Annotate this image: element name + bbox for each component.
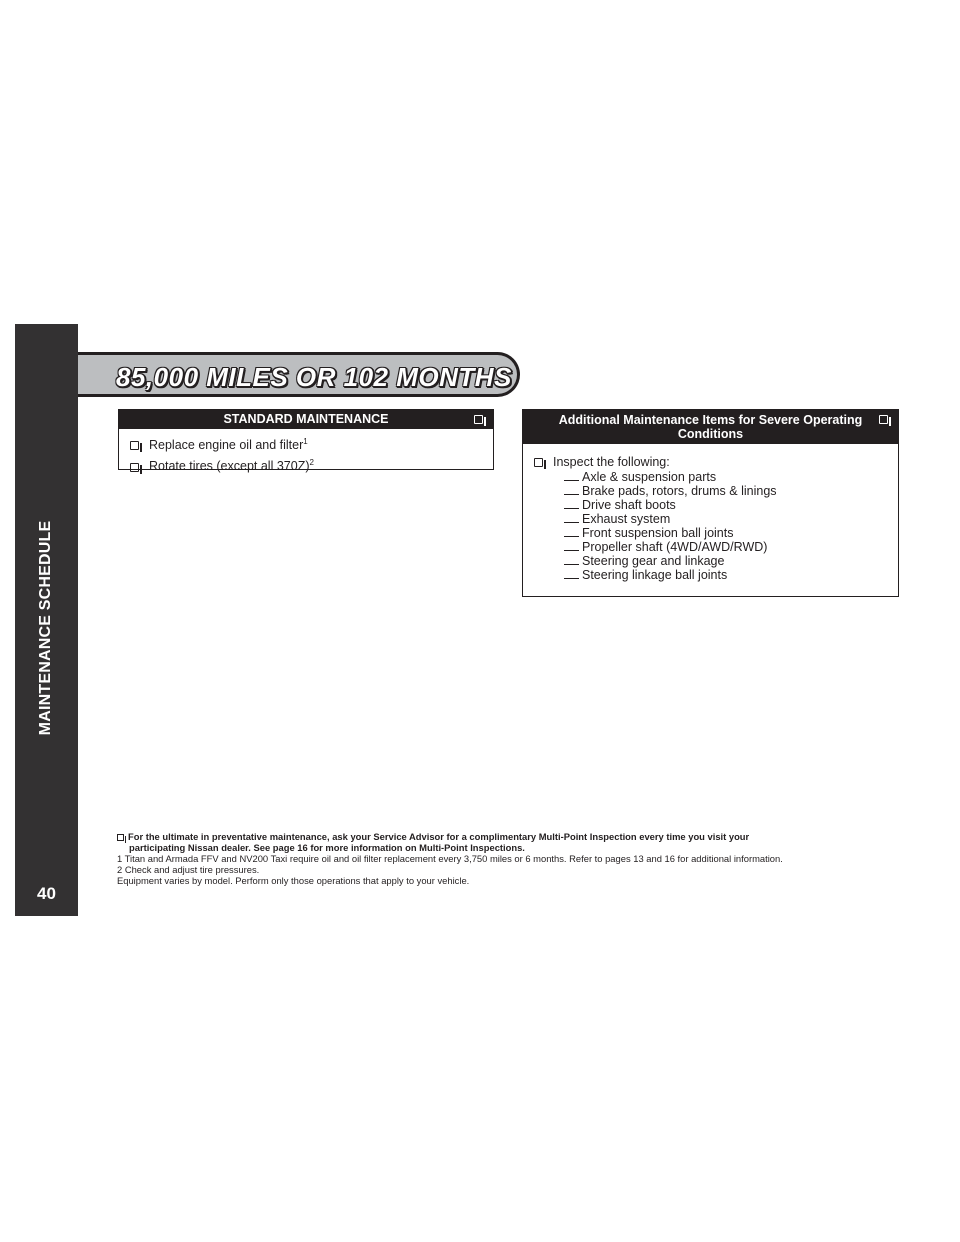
sub-item — [534, 470, 898, 484]
sub-item-text: Axle & suspension parts — [582, 470, 717, 484]
checkbox-icon[interactable] — [534, 458, 543, 467]
title-banner — [78, 352, 520, 397]
equipment-note: Equipment varies by model. Perform only those operations that apply to your vehicle. — [117, 875, 470, 886]
checkbox-icon — [117, 834, 124, 841]
page-title: 85,000 MILES OR 102 MONTHS — [116, 362, 512, 392]
note-line1: For the ultimate in preventative maintenance, ask your Service Advisor for a complimentary Multi-Point Inspection every time you visit your — [128, 831, 750, 842]
page-number: 40 — [37, 884, 56, 903]
sub-item-text: Steering gear and linkage — [582, 554, 725, 568]
sub-item — [534, 554, 898, 568]
blank-line[interactable] — [564, 522, 579, 523]
severe-header-line2: Conditions — [677, 427, 744, 441]
sub-item-text: Propeller shaft (4WD/AWD/RWD) — [582, 540, 768, 554]
sub-item-text: Steering linkage ball joints — [582, 568, 728, 582]
footnote-1: 1 Titan and Armada FFV and NV200 Taxi require oil and oil filter replacement every 3,750 miles or 6 months. Refer to pages 13 and 16 for additional information. — [117, 853, 783, 864]
checkbox-icon[interactable] — [130, 463, 139, 472]
list-item — [130, 434, 493, 453]
sub-item-text: Brake pads, rotors, drums & linings — [582, 484, 777, 498]
sub-item — [534, 540, 898, 554]
blank-line[interactable] — [564, 536, 579, 537]
multipoint-note — [117, 831, 897, 842]
sub-item-text: Drive shaft boots — [582, 498, 676, 512]
standard-maintenance-box — [118, 409, 494, 474]
item-text: Replace engine oil and filter — [149, 438, 304, 453]
list-item — [534, 454, 898, 470]
sub-item — [534, 568, 898, 582]
blank-line[interactable] — [564, 550, 579, 551]
severe-header-line1: Additional Maintenance Items for Severe Operating — [558, 413, 863, 427]
list-item — [130, 455, 493, 474]
checkbox-icon[interactable] — [130, 441, 139, 450]
checkbox-icon — [879, 415, 888, 424]
blank-line[interactable] — [564, 480, 579, 481]
blank-line[interactable] — [564, 508, 579, 509]
note-line2: participating Nissan dealer. See page 16 for more information on Multi-Point Inspections. — [129, 842, 525, 853]
footnote-ref: 1 — [303, 437, 308, 446]
footnote-2: 2 Check and adjust tire pressures. — [117, 864, 260, 875]
sub-item-text: Front suspension ball joints — [582, 526, 734, 540]
severe-maintenance-box — [522, 409, 899, 597]
item-text: Rotate tires (except all 370Z) — [149, 459, 310, 474]
standard-maintenance-header — [119, 410, 493, 429]
sub-item-text: Exhaust system — [582, 512, 671, 526]
sub-item — [534, 484, 898, 498]
blank-line[interactable] — [564, 578, 579, 579]
blank-line[interactable] — [564, 564, 579, 565]
footnotes — [117, 831, 897, 886]
footnote-ref: 2 — [309, 458, 314, 468]
sub-item — [534, 512, 898, 526]
inspect-label: Inspect the following: — [553, 455, 670, 469]
blank-line[interactable] — [564, 494, 579, 495]
section-label: MAINTENANCE SCHEDULE — [37, 520, 54, 736]
sub-item — [534, 498, 898, 512]
checkbox-icon — [474, 415, 483, 424]
sub-item — [534, 526, 898, 540]
standard-maintenance-title: STANDARD MAINTENANCE — [223, 412, 389, 426]
severe-maintenance-header — [523, 410, 898, 444]
